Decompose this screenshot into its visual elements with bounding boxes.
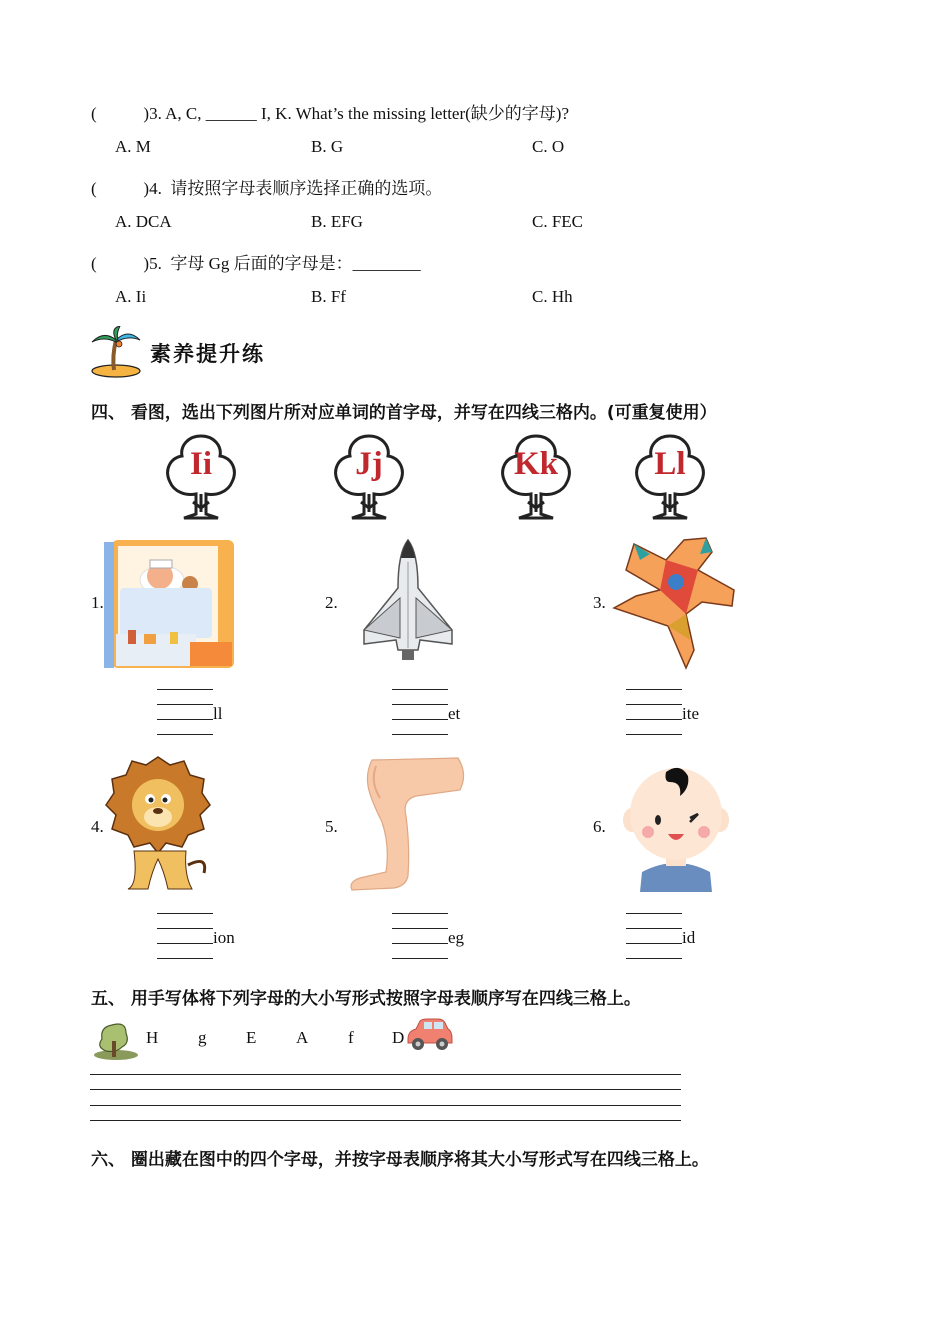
word-suffix: eg xyxy=(448,928,465,947)
item-number: 3. xyxy=(593,593,606,612)
tree-letter: Ll xyxy=(654,446,686,482)
palm-island-icon xyxy=(90,326,142,378)
tree-letter: Jj xyxy=(355,446,383,482)
q4-option-b[interactable]: B. EFG xyxy=(311,212,363,231)
item-number: 4. xyxy=(91,817,104,836)
tree-icon xyxy=(90,1013,138,1061)
q5-option-c[interactable]: C. Hh xyxy=(532,287,573,306)
question-3-stem: ( )3. A, C, ______ I, K. What’s the missing letter(缺少的字母)? xyxy=(91,104,569,123)
question-4-stem: ( )4. 请按照字母表顺序选择正确的选项。 xyxy=(91,179,443,198)
space-shuttle-icon xyxy=(360,538,456,662)
tree-letter-card xyxy=(495,432,577,522)
scrambled-letter: A xyxy=(296,1028,309,1047)
car-icon xyxy=(404,1017,454,1053)
q3-option-b[interactable]: B. G xyxy=(311,137,344,156)
item-number: 2. xyxy=(325,593,338,612)
word-suffix: ll xyxy=(213,704,223,723)
scrambled-letter: E xyxy=(246,1028,257,1047)
scrambled-letter: f xyxy=(348,1028,354,1047)
scrambled-letter: H xyxy=(146,1028,159,1047)
q4-option-c[interactable]: C. FEC xyxy=(532,212,584,231)
sick-child-in-bed-icon xyxy=(104,538,236,670)
q5-option-a[interactable]: A. Ii xyxy=(115,287,147,306)
word-suffix: ion xyxy=(213,928,235,947)
tree-letter: Kk xyxy=(513,446,559,482)
leg-icon xyxy=(346,756,468,894)
boost-section-title: 素养提升练 xyxy=(150,342,265,366)
scrambled-letter: D xyxy=(392,1028,405,1047)
item-number: 5. xyxy=(325,817,338,836)
kite-icon xyxy=(606,530,746,670)
q4-option-a[interactable]: A. DCA xyxy=(115,212,172,231)
word-suffix: id xyxy=(682,928,696,947)
q3-option-a[interactable]: A. M xyxy=(115,137,151,156)
tree-letter: Ii xyxy=(189,446,212,482)
tree-letter-card xyxy=(160,432,242,522)
kid-icon xyxy=(620,758,732,894)
section-6-title: 六、 圈出藏在图中的四个字母，并按字母表顺序将其大小写形式写在四线三格上。 xyxy=(91,1150,709,1170)
scrambled-letter: g xyxy=(198,1028,207,1047)
q5-option-b[interactable]: B. Ff xyxy=(311,287,346,306)
lion-icon xyxy=(104,755,212,893)
section-5-title: 五、 用手写体将下列字母的大小写形式按照字母表顺序写在四线三格上。 xyxy=(91,989,641,1009)
question-5-stem: ( )5. 字母 Gg 后面的字母是：________ xyxy=(91,254,421,273)
word-suffix: ite xyxy=(682,704,699,723)
q3-option-c[interactable]: C. O xyxy=(532,137,565,156)
item-number: 6. xyxy=(593,817,606,836)
tree-letter-card xyxy=(328,432,410,522)
item-number: 1. xyxy=(91,593,104,612)
section-4-title: 四、 看图，选出下列图片所对应单词的首字母，并写在四线三格内。(可重复使用） xyxy=(91,403,717,423)
tree-letter-card xyxy=(629,432,711,522)
word-suffix: et xyxy=(448,704,461,723)
